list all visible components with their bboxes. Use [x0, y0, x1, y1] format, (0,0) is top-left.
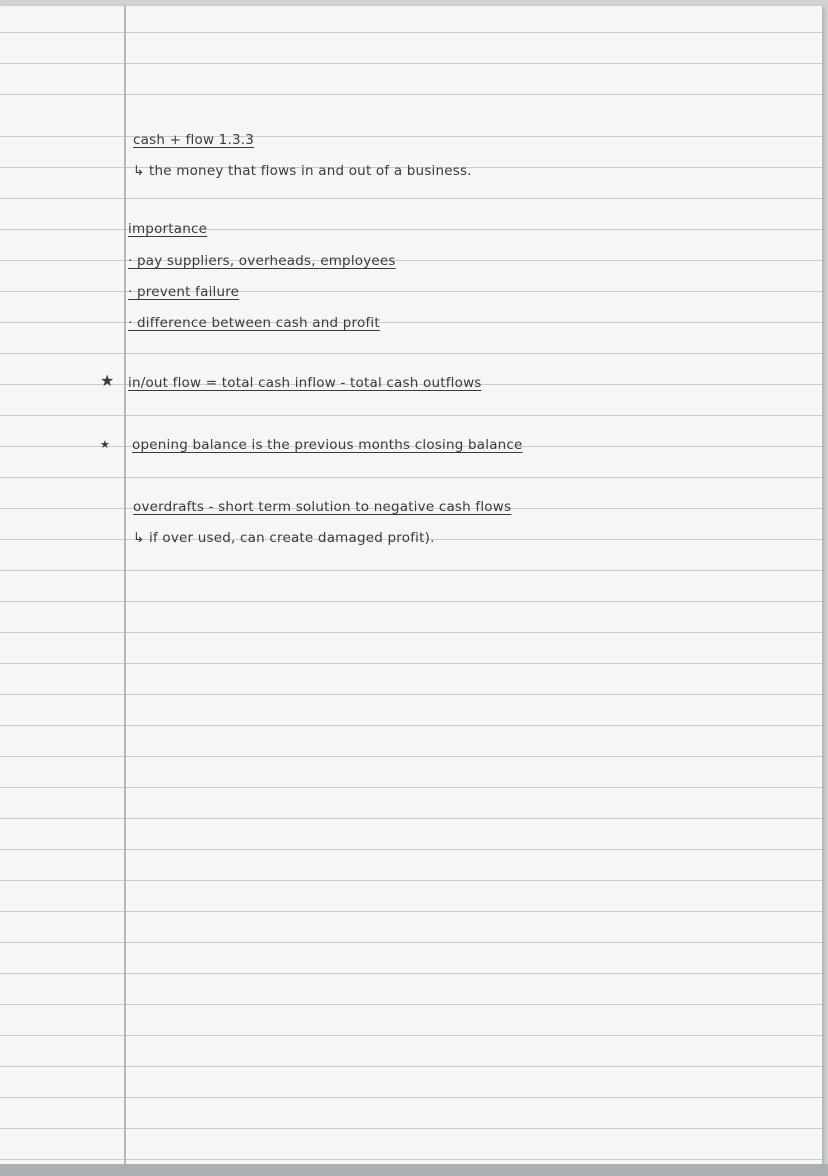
bullet-item: · pay suppliers, overheads, employees — [128, 253, 396, 269]
page-title: cash + flow 1.3.3 — [133, 132, 255, 148]
notebook-page — [0, 6, 822, 1164]
bullet-item: · difference between cash and profit — [128, 315, 380, 331]
opening-balance-line: opening balance is the previous months closing balance — [132, 437, 523, 453]
star-icon: ★ — [100, 371, 115, 390]
margin-line — [124, 6, 126, 1164]
star-icon: ★ — [100, 438, 110, 451]
definition-line: ↳ the money that flows in and out of a business. — [133, 163, 472, 179]
importance-heading: importance — [128, 221, 208, 237]
bullet-item: · prevent failure — [128, 284, 240, 300]
overdrafts-note: ↳ if over used, can create damaged profit). — [133, 530, 435, 546]
formula-line: in/out flow = total cash inflow - total cash outflows — [128, 375, 482, 391]
overdrafts-line: overdrafts - short term solution to negative cash flows — [133, 499, 512, 515]
page-edge-shadow — [0, 1164, 828, 1176]
